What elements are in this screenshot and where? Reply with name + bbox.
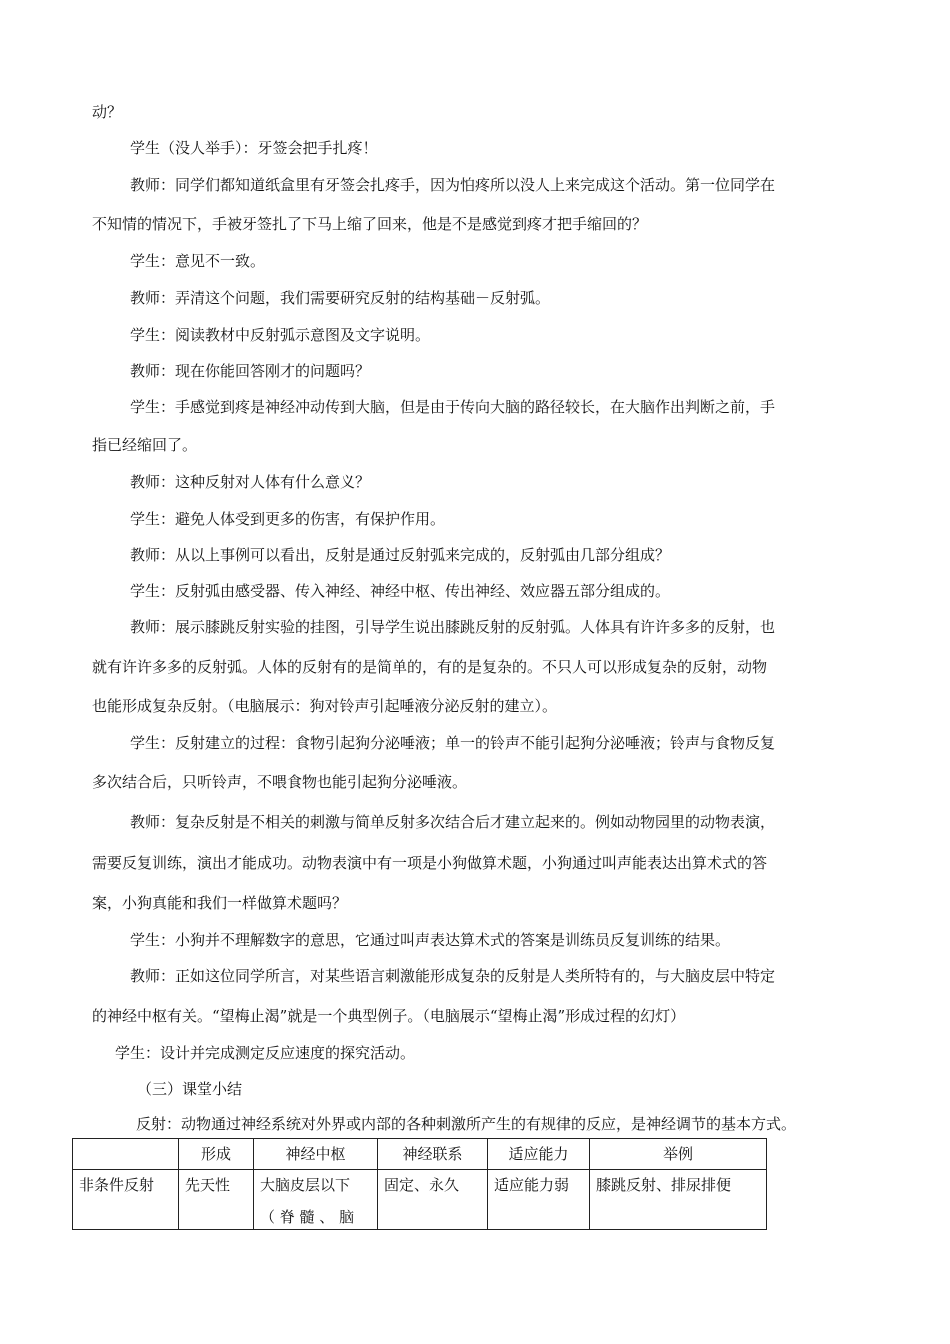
paragraph-line: 教师：从以上事例可以看出，反射是通过反射弧来完成的，反射弧由几部分组成？ [130, 546, 671, 564]
table-header-cell: 神经中枢 [254, 1139, 378, 1170]
table-cell-text: 大脑皮层以下 [260, 1176, 351, 1194]
paragraph-line: 案，小狗真能和我们一样做算术题吗？ [92, 894, 348, 912]
table-row [73, 1170, 767, 1230]
paragraph-line: 教师：正如这位同学所言，对某些语言刺激能形成复杂的反射是人类所特有的，与大脑皮层中特定 [130, 967, 776, 985]
paragraph-line: 教师：现在你能回答刚才的问题吗？ [130, 362, 371, 380]
paragraph-line: 教师：同学们都知道纸盒里有牙签会扎疼手，因为怕疼所以没人上来完成这个活动。第一位同学在 [130, 176, 776, 194]
paragraph-line: 学生：阅读教材中反射弧示意图及文字说明。 [130, 326, 431, 344]
paragraph-line: 也能形成复杂反射。（电脑展示：狗对铃声引起唾液分泌反射的建立）。 [92, 697, 558, 715]
table-cell-text-continued: （ 脊 髓 、 脑 [260, 1208, 355, 1226]
paragraph-line: 学生：小狗并不理解数字的意思，它通过叫声表达算术式的答案是训练员反复训练的结果。 [130, 931, 731, 949]
table-header-row [73, 1139, 767, 1170]
table-header-cell: 神经联系 [378, 1139, 488, 1170]
table-header-cell: 形成 [179, 1139, 254, 1170]
table-header-cell: 适应能力 [488, 1139, 590, 1170]
table-cell: 适应能力弱 [488, 1170, 590, 1230]
table-cell: 先天性 [179, 1170, 254, 1230]
table-header-cell: 举例 [590, 1139, 767, 1170]
definition-line: 反射：动物通过神经系统对外界或内部的各种刺激所产生的有规律的反应，是神经调节的基本方式。 [136, 1115, 797, 1133]
paragraph-line: 教师：复杂反射是不相关的刺激与简单反射多次结合后才建立起来的。例如动物园里的动物表演， [130, 813, 776, 831]
table-cell: 固定、永久 [378, 1170, 488, 1230]
reflex-comparison-table [72, 1138, 767, 1230]
paragraph-line: 不知情的情况下，手被牙签扎了下马上缩了回来，他是不是感觉到疼才把手缩回的？ [92, 215, 648, 233]
table-cell [254, 1170, 378, 1230]
table-cell: 非条件反射 [73, 1170, 179, 1230]
paragraph-line: 动？ [92, 103, 123, 121]
paragraph-line: 教师：展示膝跳反射实验的挂图，引导学生说出膝跳反射的反射弧。人体具有许许多多的反射，也 [130, 618, 776, 636]
paragraph-line: 学生：反射弧由感受器、传入神经、神经中枢、传出神经、效应器五部分组成的。 [130, 582, 671, 600]
paragraph-line: 教师：这种反射对人体有什么意义？ [130, 473, 371, 491]
paragraph-line: 学生：意见不一致。 [130, 252, 266, 270]
paragraph-line: 指已经缩回了。 [92, 436, 198, 454]
paragraph-line: 学生（没人举手）：牙签会把手扎疼！ [130, 139, 378, 157]
table-header-cell [73, 1139, 179, 1170]
paragraph-line: 学生：设计并完成测定反应速度的探究活动。 [115, 1044, 416, 1062]
paragraph-line: 学生：反射建立的过程：食物引起狗分泌唾液；单一的铃声不能引起狗分泌唾液；铃声与食物反复 [130, 734, 776, 752]
section-heading: （三）课堂小结 [137, 1080, 243, 1098]
paragraph-line: 需要反复训练，演出才能成功。动物表演中有一项是小狗做算术题，小狗通过叫声能表达出算术式的答 [92, 854, 768, 872]
paragraph-line: 学生：避免人体受到更多的伤害，有保护作用。 [130, 510, 446, 528]
table-cell: 膝跳反射、排尿排便 [590, 1170, 767, 1230]
paragraph-line: 多次结合后，只听铃声，不喂食物也能引起狗分泌唾液。 [92, 773, 468, 791]
paragraph-line: 教师：弄清这个问题，我们需要研究反射的结构基础－反射弧。 [130, 289, 551, 307]
paragraph-line: 的神经中枢有关。“望梅止渴”就是一个典型例子。（电脑展示“望梅止渴”形成过程的幻灯） [92, 1007, 686, 1025]
paragraph-line: 就有许许多多的反射弧。人体的反射有的是简单的，有的是复杂的。不只人可以形成复杂的反射，动物 [92, 658, 768, 676]
paragraph-line: 学生：手感觉到疼是神经冲动传到大脑，但是由于传向大脑的路径较长，在大脑作出判断之前，手 [130, 398, 776, 416]
